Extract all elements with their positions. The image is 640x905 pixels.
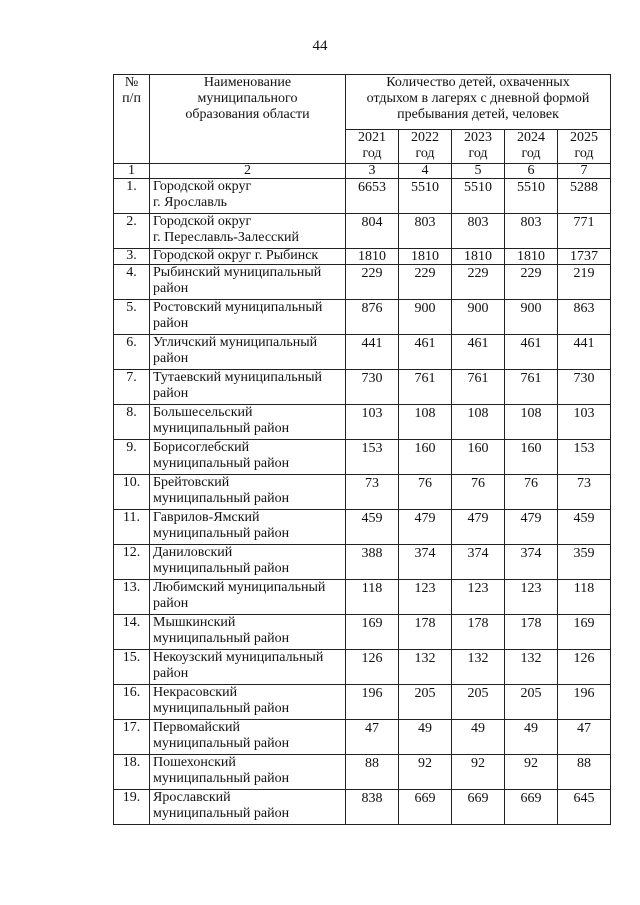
children-count-cell: 479 [452, 510, 505, 545]
children-count-cell: 123 [505, 580, 558, 615]
header-year: 2025 год [558, 130, 611, 164]
children-count-cell: 374 [505, 545, 558, 580]
row-number: 3. [114, 249, 150, 265]
children-count-cell: 479 [505, 510, 558, 545]
row-number: 5. [114, 300, 150, 335]
children-count-cell: 219 [558, 265, 611, 300]
children-count-cell: 153 [346, 440, 399, 475]
children-count-cell: 88 [558, 755, 611, 790]
header-year: 2021 год [346, 130, 399, 164]
header-name: Наименование муниципального образования области [150, 75, 346, 164]
row-number: 11. [114, 510, 150, 545]
children-count-cell: 153 [558, 440, 611, 475]
children-count-cell: 49 [505, 720, 558, 755]
municipality-name: Тутаевский муниципальный район [150, 370, 346, 405]
children-count-cell: 771 [558, 214, 611, 249]
row-number: 2. [114, 214, 150, 249]
municipality-name: Даниловский муниципальный район [150, 545, 346, 580]
municipality-name: Городской округ г. Рыбинск [150, 249, 346, 265]
children-count-cell: 6653 [346, 179, 399, 214]
municipality-name: Городской округ г. Переславль-Залесский [150, 214, 346, 249]
children-count-cell: 761 [505, 370, 558, 405]
children-count-cell: 730 [558, 370, 611, 405]
table-row [114, 580, 611, 615]
table-row [114, 335, 611, 370]
children-count-cell: 132 [399, 650, 452, 685]
children-count-cell: 108 [399, 405, 452, 440]
municipality-name: Ростовский муниципальный район [150, 300, 346, 335]
municipality-name: Мышкинский муниципальный район [150, 615, 346, 650]
row-number: 13. [114, 580, 150, 615]
children-count-cell: 47 [558, 720, 611, 755]
header-number: № п/п [114, 75, 150, 164]
table-row [114, 685, 611, 720]
children-count-cell: 838 [346, 790, 399, 825]
table-row [114, 650, 611, 685]
children-count-cell: 76 [452, 475, 505, 510]
row-number: 10. [114, 475, 150, 510]
column-numbers-row [114, 164, 611, 179]
children-count-cell: 126 [346, 650, 399, 685]
column-number: 2 [150, 164, 346, 179]
municipality-name: Первомайский муниципальный район [150, 720, 346, 755]
children-count-cell: 900 [452, 300, 505, 335]
municipality-name: Ярославский муниципальный район [150, 790, 346, 825]
children-count-cell: 876 [346, 300, 399, 335]
header-year: 2024 год [505, 130, 558, 164]
children-count-cell: 103 [558, 405, 611, 440]
children-count-cell: 118 [346, 580, 399, 615]
table-row [114, 440, 611, 475]
table-row [114, 179, 611, 214]
municipality-name: Городской округ г. Ярославль [150, 179, 346, 214]
row-number: 4. [114, 265, 150, 300]
header-year: 2022 год [399, 130, 452, 164]
children-count-cell: 92 [399, 755, 452, 790]
children-camps-table [113, 74, 611, 825]
children-count-cell: 160 [399, 440, 452, 475]
table-row [114, 475, 611, 510]
municipality-name: Рыбинский муниципальный район [150, 265, 346, 300]
children-count-cell: 118 [558, 580, 611, 615]
table-row [114, 755, 611, 790]
children-count-cell: 229 [399, 265, 452, 300]
children-count-cell: 47 [346, 720, 399, 755]
children-count-cell: 229 [452, 265, 505, 300]
children-count-cell: 123 [399, 580, 452, 615]
municipality-name: Большесельский муниципальный район [150, 405, 346, 440]
row-number: 19. [114, 790, 150, 825]
children-count-cell: 730 [346, 370, 399, 405]
row-number: 7. [114, 370, 150, 405]
children-count-cell: 88 [346, 755, 399, 790]
table-row [114, 615, 611, 650]
children-count-cell: 73 [558, 475, 611, 510]
children-count-cell: 92 [452, 755, 505, 790]
children-count-cell: 441 [558, 335, 611, 370]
children-count-cell: 103 [346, 405, 399, 440]
children-count-cell: 459 [346, 510, 399, 545]
children-count-cell: 761 [399, 370, 452, 405]
row-number: 12. [114, 545, 150, 580]
children-count-cell: 5510 [399, 179, 452, 214]
children-count-cell: 461 [399, 335, 452, 370]
table-body [114, 179, 611, 825]
children-count-cell: 196 [346, 685, 399, 720]
children-count-cell: 160 [452, 440, 505, 475]
municipality-name: Некрасовский муниципальный район [150, 685, 346, 720]
children-count-cell: 132 [505, 650, 558, 685]
children-count-cell: 5288 [558, 179, 611, 214]
children-count-cell: 374 [399, 545, 452, 580]
table-row [114, 790, 611, 825]
column-number: 1 [114, 164, 150, 179]
children-count-cell: 76 [505, 475, 558, 510]
header-year: 2023 год [452, 130, 505, 164]
children-count-cell: 1810 [399, 249, 452, 265]
row-number: 15. [114, 650, 150, 685]
children-count-cell: 92 [505, 755, 558, 790]
children-count-cell: 461 [505, 335, 558, 370]
children-count-cell: 49 [452, 720, 505, 755]
header-children-count: Количество детей, охваченных отдыхом в лагерях с дневной формой пребывания детей, человек [346, 75, 611, 130]
children-count-cell: 229 [346, 265, 399, 300]
row-number: 6. [114, 335, 150, 370]
table-row [114, 214, 611, 249]
table-row [114, 300, 611, 335]
children-count-cell: 374 [452, 545, 505, 580]
children-count-cell: 178 [399, 615, 452, 650]
children-count-cell: 178 [452, 615, 505, 650]
column-number: 4 [399, 164, 452, 179]
row-number: 9. [114, 440, 150, 475]
children-count-cell: 459 [558, 510, 611, 545]
municipality-name: Угличский муниципальный район [150, 335, 346, 370]
children-count-cell: 441 [346, 335, 399, 370]
children-count-cell: 205 [399, 685, 452, 720]
table-row [114, 720, 611, 755]
children-count-cell: 229 [505, 265, 558, 300]
municipality-name: Брейтовский муниципальный район [150, 475, 346, 510]
children-count-cell: 205 [505, 685, 558, 720]
table-row [114, 370, 611, 405]
row-number: 1. [114, 179, 150, 214]
municipality-name: Гаврилов-Ямский муниципальный район [150, 510, 346, 545]
children-count-cell: 900 [505, 300, 558, 335]
children-count-cell: 169 [346, 615, 399, 650]
children-count-cell: 900 [399, 300, 452, 335]
children-count-cell: 1737 [558, 249, 611, 265]
row-number: 8. [114, 405, 150, 440]
children-count-cell: 160 [505, 440, 558, 475]
children-count-cell: 76 [399, 475, 452, 510]
children-count-cell: 169 [558, 615, 611, 650]
children-count-cell: 761 [452, 370, 505, 405]
children-count-cell: 669 [399, 790, 452, 825]
row-number: 17. [114, 720, 150, 755]
children-count-cell: 73 [346, 475, 399, 510]
children-count-cell: 132 [452, 650, 505, 685]
column-number: 5 [452, 164, 505, 179]
children-count-cell: 804 [346, 214, 399, 249]
children-count-cell: 49 [399, 720, 452, 755]
children-count-cell: 359 [558, 545, 611, 580]
children-count-cell: 108 [505, 405, 558, 440]
column-number: 3 [346, 164, 399, 179]
children-count-cell: 461 [452, 335, 505, 370]
children-count-cell: 126 [558, 650, 611, 685]
children-count-cell: 803 [452, 214, 505, 249]
children-count-cell: 178 [505, 615, 558, 650]
municipality-name: Борисоглебский муниципальный район [150, 440, 346, 475]
row-number: 16. [114, 685, 150, 720]
municipality-name: Некоузский муниципальный район [150, 650, 346, 685]
municipality-name: Пошехонский муниципальный район [150, 755, 346, 790]
children-count-cell: 803 [505, 214, 558, 249]
children-count-cell: 123 [452, 580, 505, 615]
column-number: 6 [505, 164, 558, 179]
row-number: 18. [114, 755, 150, 790]
table-row [114, 510, 611, 545]
children-count-cell: 108 [452, 405, 505, 440]
children-count-cell: 1810 [505, 249, 558, 265]
municipality-name: Любимский муниципальный район [150, 580, 346, 615]
children-count-cell: 803 [399, 214, 452, 249]
children-count-cell: 388 [346, 545, 399, 580]
page-number: 44 [312, 38, 328, 54]
table-row [114, 405, 611, 440]
row-number: 14. [114, 615, 150, 650]
children-count-cell: 669 [452, 790, 505, 825]
table-row [114, 265, 611, 300]
children-count-cell: 205 [452, 685, 505, 720]
children-count-cell: 5510 [452, 179, 505, 214]
children-count-cell: 1810 [452, 249, 505, 265]
children-count-cell: 863 [558, 300, 611, 335]
table-row [114, 249, 611, 265]
table-row [114, 545, 611, 580]
children-count-cell: 196 [558, 685, 611, 720]
children-count-cell: 645 [558, 790, 611, 825]
column-number: 7 [558, 164, 611, 179]
children-count-cell: 5510 [505, 179, 558, 214]
children-count-cell: 669 [505, 790, 558, 825]
children-count-cell: 479 [399, 510, 452, 545]
children-count-cell: 1810 [346, 249, 399, 265]
